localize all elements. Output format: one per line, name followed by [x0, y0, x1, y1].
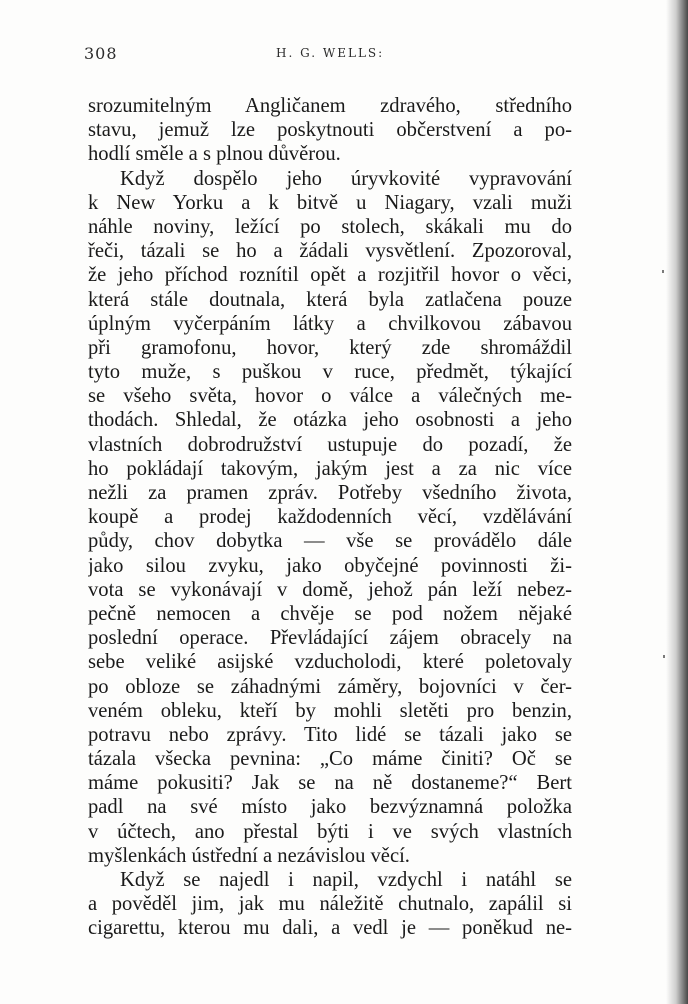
print-speck	[663, 655, 665, 658]
text-line: a pověděl jim, jak mu náležitě chutnalo, zapálil si	[88, 893, 572, 916]
text-line: úplným vyčerpáním látky a chvilkovou zábavou	[88, 312, 572, 335]
text-line: hodlí směle a s plnou důvěrou.	[88, 143, 341, 166]
text-line: padl na své místo jako bezvýznamná položka	[88, 796, 572, 819]
text-line: jako silou zvyku, jako obyčejné povinnosti ži-	[88, 554, 572, 577]
text-line: při gramofonu, hovor, který zde shromáždil	[88, 336, 572, 359]
text-line: řeči, tázali se ho a žádali vysvětlení. Zpozoroval,	[88, 240, 572, 263]
text-line: po obloze se záhadnými záměry, bojovníci v čer-	[88, 675, 572, 698]
text-line: která stále doutnala, která byla zatlačena pouze	[88, 288, 572, 311]
text-line: nežli za pramen zpráv. Potřeby všedního života,	[88, 482, 572, 504]
text-line: k New Yorku a k bitvě u Niagary, vzali muži	[88, 191, 572, 214]
text-line: máme pokusiti? Jak se na ně dostaneme?“ Bert	[88, 772, 572, 795]
running-head: H. G. WELLS:	[276, 46, 385, 60]
text-line: tyto muže, s puškou v ruce, předmět, týkající	[88, 361, 572, 384]
text-line: náhle noviny, ležící po stolech, skákali mu do	[88, 215, 572, 238]
text-line: ho pokládají takovým, jakým jest a za nic více	[88, 457, 572, 480]
text-line: Když dospělo jeho úryvkovité vypravování	[120, 167, 572, 190]
print-speck	[662, 270, 664, 273]
text-line: pečně nemocen a chvěje se pod nožem nějaké	[88, 602, 572, 625]
text-line: půdy, chov dobytka — vše se provádělo dále	[88, 530, 572, 553]
text-line: cigarettu, kterou mu dali, a vedl je — poněkud ne-	[88, 917, 572, 940]
text-line: srozumitelným Angličanem zdravého, středního	[88, 95, 572, 117]
text-line: se všeho světa, hovor o válce a válečných me-	[88, 385, 572, 408]
text-line: myšlenkách ústřední a nezávislou věcí.	[88, 844, 410, 867]
text-line: že jeho příchod roznítil opět a rozjitřil hovor o věci,	[88, 264, 572, 287]
body-text	[88, 94, 572, 941]
text-line: koupě a prodej každodenních věcí, vzdělávání	[88, 506, 572, 529]
page-number: 308	[84, 44, 118, 63]
text-line: sebe veliké asijské vzducholodi, které poletovaly	[88, 651, 572, 674]
binding-shadow	[666, 0, 688, 1004]
text-line: thodách. Shledal, že otázka jeho osobnosti a jeho	[88, 409, 572, 432]
text-line: potravu nebo zprávy. Tito lidé se tázali jako se	[88, 723, 572, 746]
page-header	[84, 44, 572, 68]
text-line: tázala všecka pevnina: „Co máme činiti? Oč se	[88, 748, 572, 771]
text-line: vlastních dobrodružství ustupuje do pozadí, že	[88, 433, 572, 456]
text-line: veném obleku, kteří by mohli sletěti pro benzin,	[88, 699, 572, 722]
text-line: v účtech, ano přestal býti i ve svých vlastních	[88, 820, 572, 843]
text-line: stavu, jemuž lze poskytnouti občerstvení a po-	[88, 119, 572, 142]
text-line: Když se najedl i napil, vzdychl i natáhl se	[120, 869, 572, 891]
text-line: vota se vykonávají v domě, jehož pán leží nebez-	[88, 578, 572, 601]
text-line: poslední operace. Převládající zájem obracely na	[88, 627, 572, 650]
